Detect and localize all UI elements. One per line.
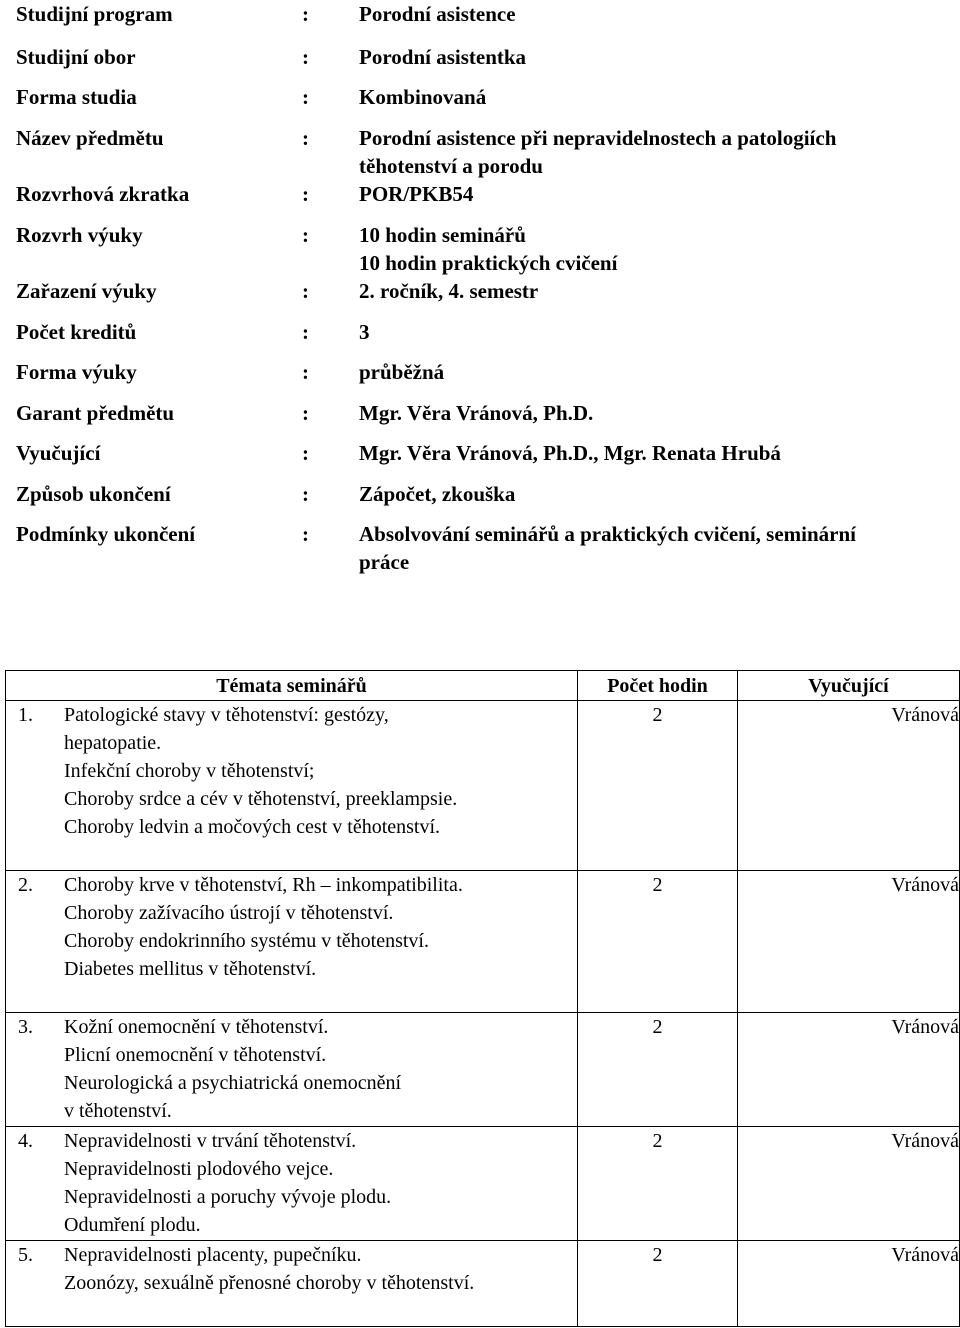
topic-cell: [6, 701, 578, 871]
topic-line: Choroby srdce a cév v těhotenství, preeklampsie.: [64, 788, 458, 810]
topic-line: Neurologická a psychiatrická onemocnění: [64, 1072, 402, 1094]
hours-cell: 2: [578, 871, 738, 1013]
info-value-line: Porodní asistence: [359, 2, 516, 26]
info-colon: :: [302, 279, 309, 303]
info-value: [359, 180, 949, 208]
info-label: Způsob ukončení: [16, 482, 171, 506]
info-value: [359, 83, 949, 111]
hours-cell: 2: [578, 701, 738, 871]
info-label: Forma studia: [16, 85, 137, 109]
topic-line: Choroby krve v těhotenství, Rh – inkompatibilita.: [64, 874, 463, 896]
topic-line: Nepravidelnosti placenty, pupečníku.: [64, 1244, 362, 1266]
topic-line: Nepravidelnosti plodového vejce.: [64, 1158, 334, 1180]
info-label: Forma výuky: [16, 360, 137, 384]
hours-cell: 2: [578, 1241, 738, 1327]
info-colon: :: [302, 45, 309, 69]
info-value-line: Mgr. Věra Vránová, Ph.D., Mgr. Renata Hrubá: [359, 441, 781, 465]
topic-line: Nepravidelnosti a poruchy vývoje plodu.: [64, 1186, 392, 1208]
teacher-cell: Vránová: [738, 701, 960, 871]
info-colon: :: [302, 223, 309, 247]
teacher-cell: Vránová: [738, 1241, 960, 1327]
topic-line: v těhotenství.: [64, 1100, 172, 1122]
table-header-row: [6, 671, 960, 701]
info-value-line: 10 hodin seminářů: [359, 223, 526, 247]
info-colon: :: [302, 482, 309, 506]
header-teacher: Vyučující: [738, 671, 960, 701]
info-value-line: Kombinovaná: [359, 85, 487, 109]
info-value-line: Porodní asistentka: [359, 45, 527, 69]
topic-line: Diabetes mellitus v těhotenství.: [64, 958, 317, 980]
info-value-line: průběžná: [359, 360, 445, 384]
info-value-line: Absolvování seminářů a praktických cvičení, seminární: [359, 522, 857, 546]
info-value-line: těhotenství a porodu: [359, 154, 543, 178]
topic-line: Nepravidelnosti v trvání těhotenství.: [64, 1130, 357, 1152]
info-value: [359, 124, 949, 180]
info-label: Podmínky ukončení: [16, 522, 196, 546]
info-colon: :: [302, 126, 309, 150]
info-value: [359, 399, 949, 427]
info-value-line: 3: [359, 320, 370, 344]
info-label: Studijní program: [16, 2, 173, 26]
table-row: [6, 871, 960, 1013]
info-label: Rozvrh výuky: [16, 223, 143, 247]
hours-cell: 2: [578, 1127, 738, 1241]
topic-number: 4.: [18, 1130, 33, 1152]
header-hours: Počet hodin: [578, 671, 738, 701]
topic-cell: [6, 1127, 578, 1241]
info-value: [359, 520, 949, 576]
info-value: [359, 358, 949, 386]
topic-cell: [6, 1241, 578, 1327]
info-value-line: práce: [359, 550, 410, 574]
info-value-line: Mgr. Věra Vránová, Ph.D.: [359, 401, 594, 425]
info-value: [359, 318, 949, 346]
info-label: Studijní obor: [16, 45, 136, 69]
table-row: [6, 1127, 960, 1241]
topic-line: hepatopatie.: [64, 732, 162, 754]
topic-number: 3.: [18, 1016, 33, 1038]
info-label: Rozvrhová zkratka: [16, 182, 190, 206]
info-colon: :: [302, 320, 309, 344]
info-colon: :: [302, 441, 309, 465]
info-colon: :: [302, 360, 309, 384]
table-row: [6, 1241, 960, 1327]
teacher-cell: Vránová: [738, 871, 960, 1013]
info-value: [359, 480, 949, 508]
info-value-line: Porodní asistence při nepravidelnostech a patologiích: [359, 126, 837, 150]
topic-cell: [6, 1013, 578, 1127]
header-topics: Témata seminářů: [6, 671, 578, 701]
info-value: [359, 439, 949, 467]
topic-line: Choroby endokrinního systému v těhotenství.: [64, 930, 429, 952]
topic-number: 2.: [18, 874, 33, 896]
topic-line: Choroby ledvin a močových cest v těhotenství.: [64, 816, 441, 838]
info-label: Název předmětu: [16, 126, 164, 150]
topic-line: Zoonózy, sexuálně přenosné choroby v těhotenství.: [64, 1272, 475, 1294]
info-label: Počet kreditů: [16, 320, 137, 344]
teacher-cell: Vránová: [738, 1127, 960, 1241]
info-value: [359, 221, 949, 277]
info-value: [359, 277, 949, 305]
info-label: Zařazení výuky: [16, 279, 157, 303]
info-value: [359, 43, 949, 71]
info-colon: :: [302, 522, 309, 546]
info-colon: :: [302, 401, 309, 425]
info-value: [359, 0, 949, 28]
topic-number: 5.: [18, 1244, 33, 1266]
info-colon: :: [302, 85, 309, 109]
table-row: [6, 1013, 960, 1127]
topic-cell: [6, 871, 578, 1013]
info-value-line: Zápočet, zkouška: [359, 482, 516, 506]
topic-line: Choroby zažívacího ústrojí v těhotenství.: [64, 902, 394, 924]
info-colon: :: [302, 182, 309, 206]
info-label: Garant předmětu: [16, 401, 175, 425]
seminar-table: [5, 670, 960, 1327]
hours-cell: 2: [578, 1013, 738, 1127]
info-colon: :: [302, 2, 309, 26]
topic-number: 1.: [18, 704, 33, 726]
table-row: [6, 701, 960, 871]
info-value-line: 10 hodin praktických cvičení: [359, 251, 618, 275]
topic-line: Kožní onemocnění v těhotenství.: [64, 1016, 329, 1038]
info-value-line: 2. ročník, 4. semestr: [359, 279, 539, 303]
topic-line: Patologické stavy v těhotenství: gestózy,: [64, 704, 389, 726]
info-value-line: POR/PKB54: [359, 182, 474, 206]
info-label: Vyučující: [16, 441, 101, 465]
topic-line: Infekční choroby v těhotenství;: [64, 760, 315, 782]
topic-line: Odumření plodu.: [64, 1214, 201, 1236]
topic-line: Plicní onemocnění v těhotenství.: [64, 1044, 327, 1066]
teacher-cell: Vránová: [738, 1013, 960, 1127]
